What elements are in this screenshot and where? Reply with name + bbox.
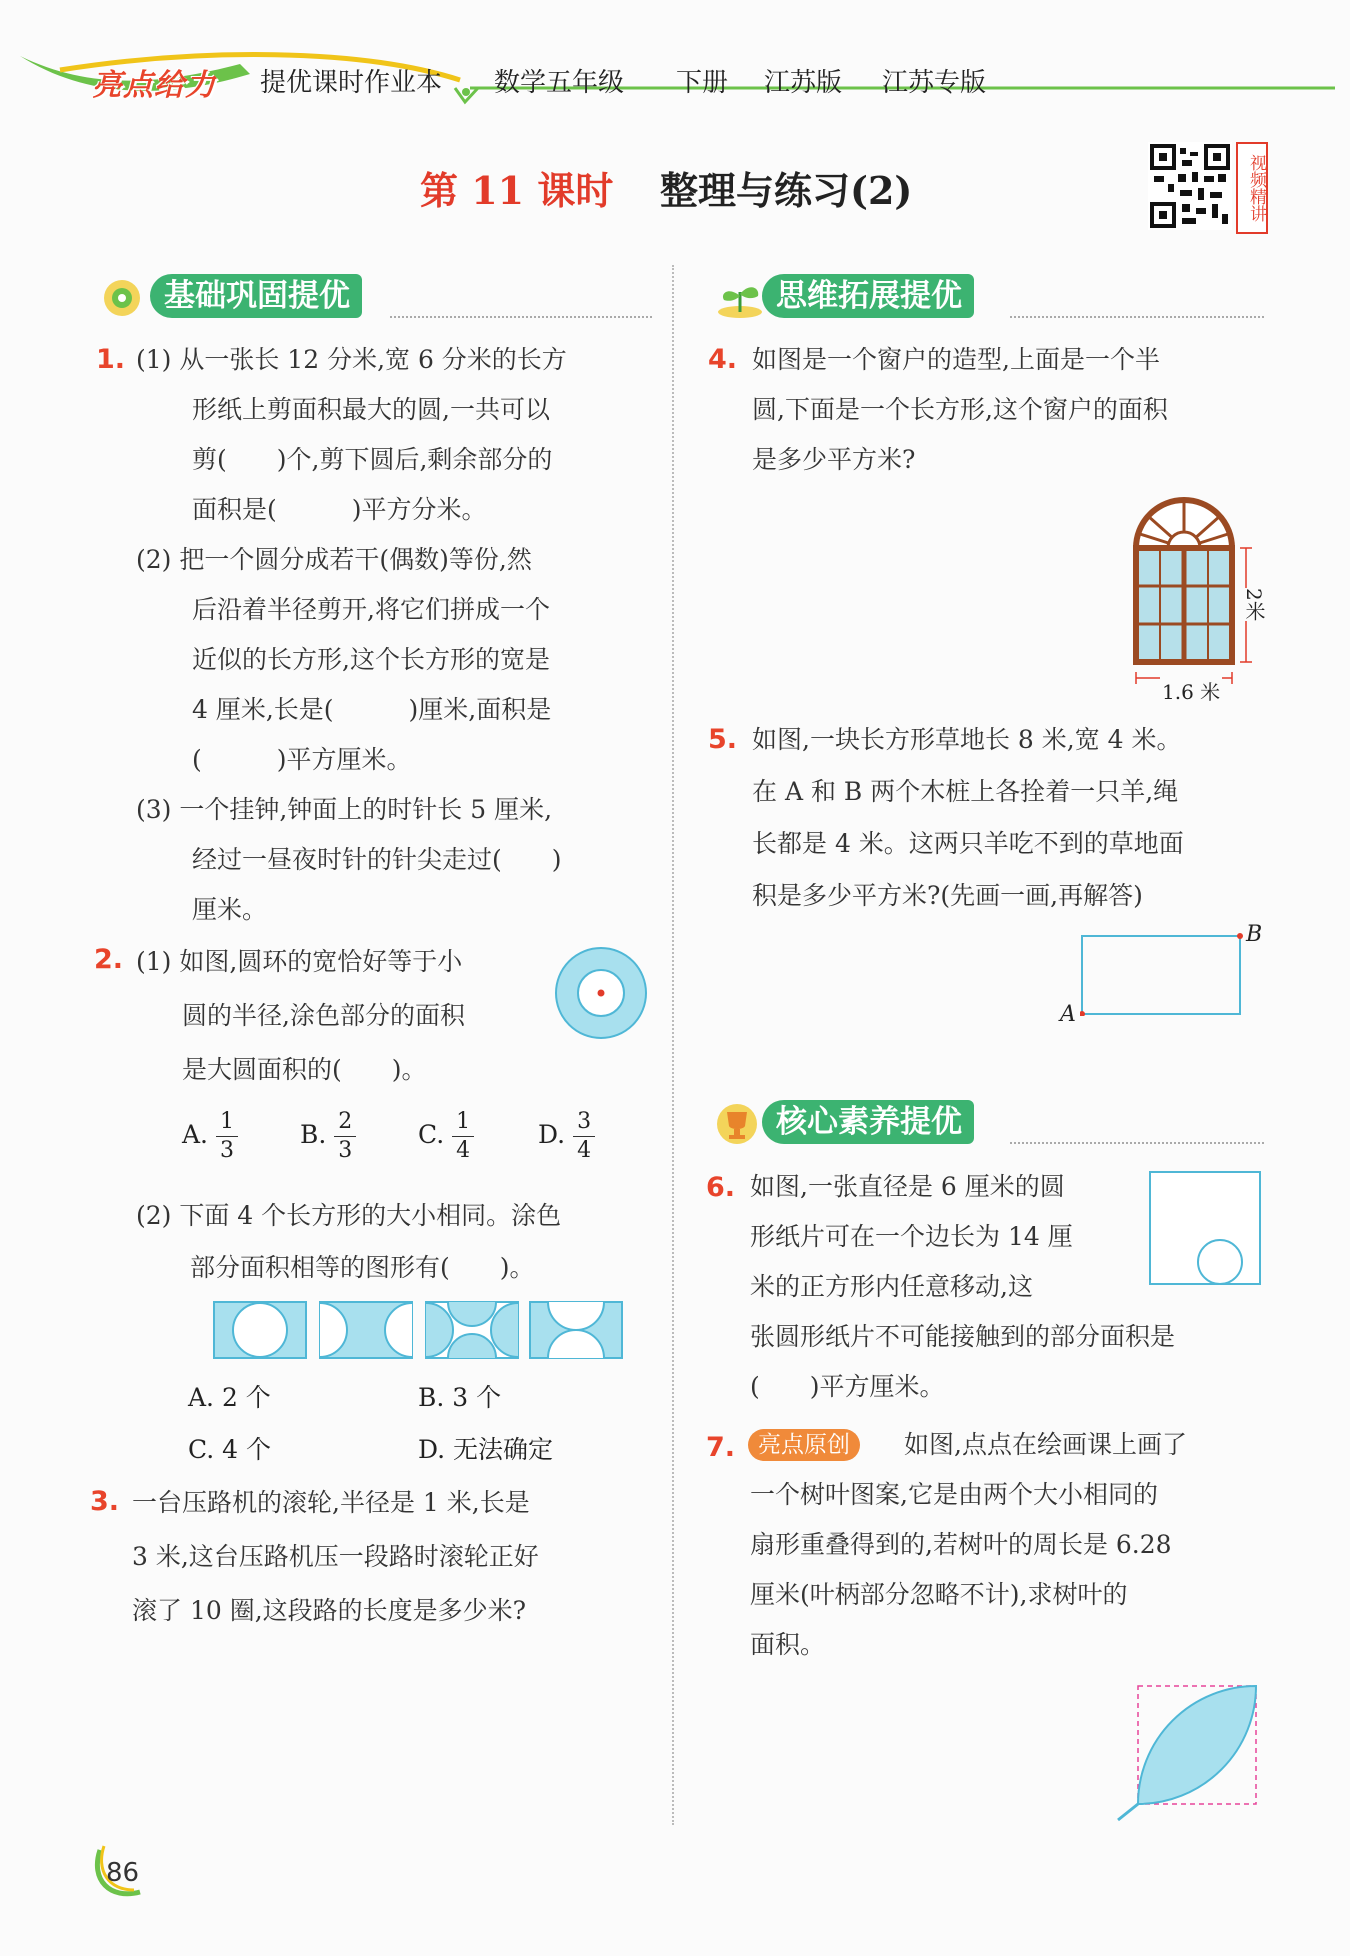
question-1 xyxy=(136,335,656,935)
q4-line: 是多少平方米? xyxy=(752,445,916,474)
option-b[interactable]: B. 3 个 xyxy=(418,1383,502,1412)
lesson-number: 第 11 课时 xyxy=(420,168,614,213)
qr-code-icon[interactable] xyxy=(1148,142,1232,230)
q1-line: 近似的长方形,这个长方形的宽是 xyxy=(192,645,550,674)
question-2-part-1 xyxy=(136,935,536,1097)
q6-line: 如图,一张直径是 6 厘米的圆 xyxy=(750,1172,1065,1201)
q1-line: (3) 一个挂钟,钟面上的时针长 5 厘米, xyxy=(136,795,553,824)
q1-line: 经过一昼夜时针的针尖走过( ) xyxy=(192,845,562,874)
q1-line: 4 厘米,长是( )厘米,面积是 xyxy=(192,695,552,724)
q1-line: 剪( )个,剪下圆后,剩余部分的 xyxy=(192,445,553,474)
q2-line: 是大圆面积的( )。 xyxy=(182,1055,427,1084)
four-rectangles-figure xyxy=(212,1300,624,1362)
page-title: 整理与练习(2) xyxy=(660,168,913,213)
section-divider xyxy=(390,316,652,318)
q6-line: 米的正方形内任意移动,这 xyxy=(750,1272,1033,1301)
q7-line: 一个树叶图案,它是由两个大小相同的 xyxy=(750,1480,1158,1509)
q6-line: 形纸片可在一个边长为 14 厘 xyxy=(750,1222,1073,1251)
q6-line: ( )平方厘米。 xyxy=(750,1372,945,1401)
grass-rectangle-figure xyxy=(1080,932,1244,1016)
question-5 xyxy=(752,714,1272,922)
option-a[interactable]: A. $\frac{1}{3}$ xyxy=(182,1108,238,1165)
section-core-banner: 核心素养提优 xyxy=(762,1100,974,1144)
q2-line: 圆的半径,涂色部分的面积 xyxy=(182,1001,465,1030)
section-thinking-banner: 思维拓展提优 xyxy=(762,274,974,318)
special-edition-label: 江苏专版 xyxy=(882,68,987,98)
option-d[interactable]: D. 无法确定 xyxy=(418,1435,554,1464)
option-a[interactable]: A. 2 个 xyxy=(188,1383,271,1412)
edition-label: 江苏版 xyxy=(764,68,843,98)
option-b[interactable]: B. $\frac{2}{3}$ xyxy=(300,1108,356,1165)
section-divider xyxy=(1010,1142,1264,1144)
section-divider xyxy=(1010,316,1264,318)
question-number: 1. xyxy=(96,344,126,375)
q1-line: 厘米。 xyxy=(192,895,268,924)
series-title: 提优课时作业本 xyxy=(260,68,443,98)
q1-line: (1) 从一张长 12 分米,宽 6 分米的长方 xyxy=(136,345,567,374)
gear-sun-icon xyxy=(96,272,152,322)
column-divider xyxy=(672,265,674,1825)
q7-line: 扇形重叠得到的,若树叶的周长是 6.28 xyxy=(750,1530,1172,1559)
q4-line: 如图是一个窗户的造型,上面是一个半 xyxy=(752,345,1160,374)
q2-line: (2) 下面 4 个长方形的大小相同。涂色 xyxy=(136,1201,562,1230)
question-3 xyxy=(132,1476,652,1638)
question-number: 6. xyxy=(706,1172,736,1203)
subject-label: 数学五年级 xyxy=(494,68,625,98)
q7-line: 如图,点点在绘画课上画了 xyxy=(904,1430,1187,1459)
point-b-label: B xyxy=(1246,922,1263,947)
width-label: 1.6 米 xyxy=(1160,676,1222,705)
question-number: 7. xyxy=(706,1432,736,1463)
question-number: 4. xyxy=(708,344,738,375)
ring-figure xyxy=(552,944,650,1042)
page-number: 86 xyxy=(106,1858,140,1888)
q4-line: 圆,下面是一个长方形,这个窗户的面积 xyxy=(752,395,1168,424)
square-circle-figure xyxy=(1148,1170,1262,1286)
brand-logo: 亮点给力 xyxy=(92,68,216,103)
question-7 xyxy=(750,1420,1270,1670)
trophy-icon xyxy=(708,1098,766,1148)
question-number: 3. xyxy=(90,1486,120,1517)
q2-line: 部分面积相等的图形有( )。 xyxy=(190,1253,535,1282)
q7-line: 面积。 xyxy=(750,1630,826,1659)
volume-label: 下册 xyxy=(676,68,729,98)
q1-line: (2) 把一个圆分成若干(偶数)等份,然 xyxy=(136,545,532,574)
q7-line: 厘米(叶柄部分忽略不计),求树叶的 xyxy=(750,1580,1128,1609)
option-d[interactable]: D. $\frac{3}{4}$ xyxy=(538,1108,595,1165)
q1-line: 面积是( )平方分米。 xyxy=(192,495,487,524)
q3-line: 一台压路机的滚轮,半径是 1 米,长是 xyxy=(132,1488,530,1517)
option-c[interactable]: C. 4 个 xyxy=(188,1435,271,1464)
question-4 xyxy=(752,335,1272,485)
q1-line: 后沿着半径剪开,将它们拼成一个 xyxy=(192,595,550,624)
q5-line: 如图,一块长方形草地长 8 米,宽 4 米。 xyxy=(752,725,1182,754)
q1-line: 形纸上剪面积最大的圆,一共可以 xyxy=(192,395,550,424)
option-c[interactable]: C. $\frac{1}{4}$ xyxy=(418,1108,474,1165)
question-number: 2. xyxy=(94,944,124,975)
q3-line: 滚了 10 圈,这段路的长度是多少米? xyxy=(132,1596,527,1625)
point-a-label: A xyxy=(1060,1002,1076,1027)
leaf-figure xyxy=(1112,1682,1262,1822)
height-label: 2米 xyxy=(1240,588,1269,621)
q6-line: 张圆形纸片不可能接触到的部分面积是 xyxy=(750,1322,1176,1351)
question-2-part-2 xyxy=(136,1190,656,1294)
sprout-icon xyxy=(712,272,768,322)
q2-line: (1) 如图,圆环的宽恰好等于小 xyxy=(136,947,463,976)
section-basic-banner: 基础巩固提优 xyxy=(150,274,362,318)
q3-line: 3 米,这台压路机压一段路时滚轮正好 xyxy=(132,1542,539,1571)
video-lecture-label: 视频精讲 xyxy=(1236,142,1268,234)
question-number: 5. xyxy=(708,724,738,755)
q5-line: 长都是 4 米。这两只羊吃不到的草地面 xyxy=(752,829,1184,858)
q5-line: 在 A 和 B 两个木桩上各拴着一只羊,绳 xyxy=(752,777,1179,806)
q5-line: 积是多少平方米?(先画一画,再解答) xyxy=(752,881,1143,910)
q1-line: ( )平方厘米。 xyxy=(192,745,412,774)
original-badge: 亮点原创 xyxy=(748,1429,860,1461)
